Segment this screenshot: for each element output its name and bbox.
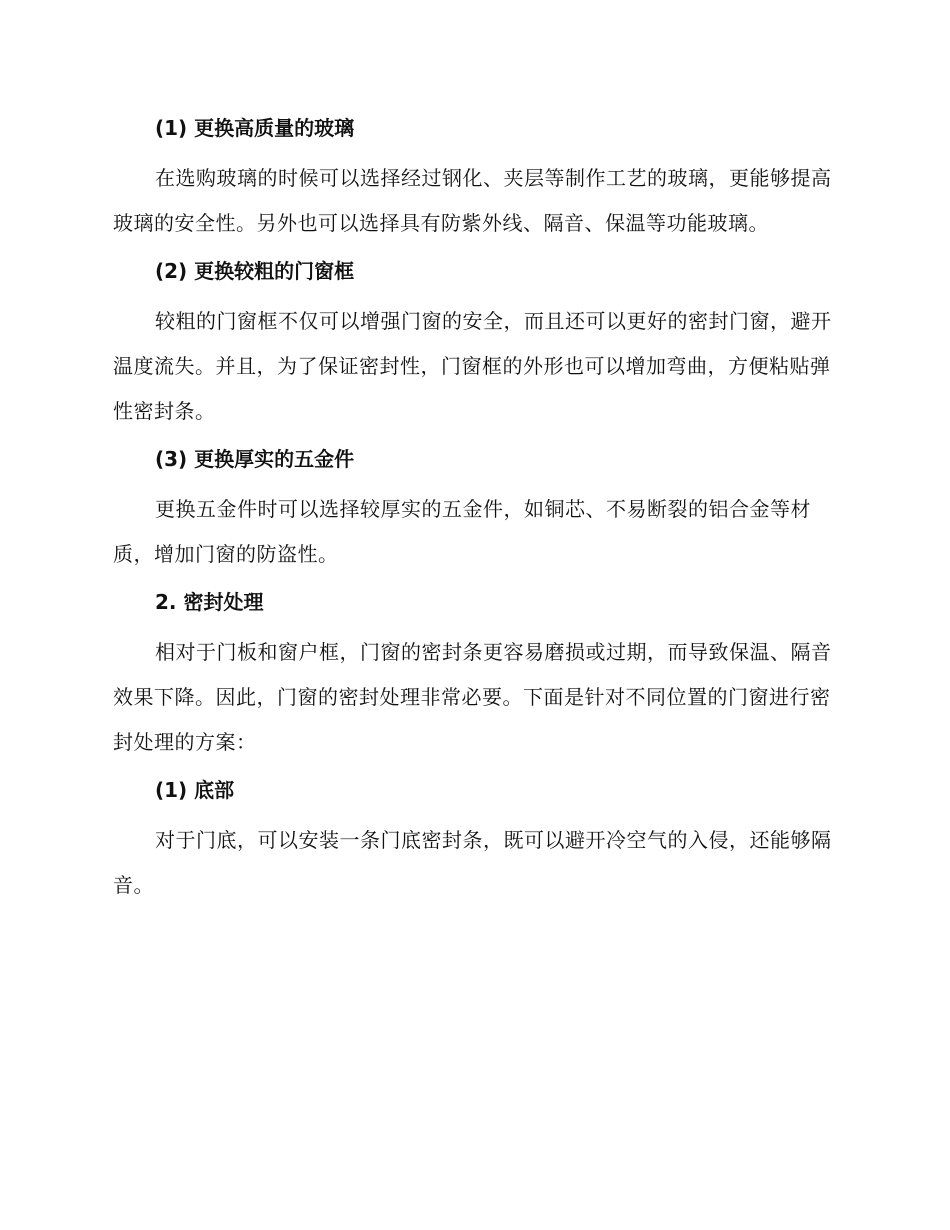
section-sealing [113,586,833,765]
section-paragraph: 相对于门板和窗户框，门窗的密封条更容易磨损或过期，而导致保温、隔音效果下降。因此，门窗的密封处理非常必要。下面是针对不同位置的门窗进行密封处理的方案： [113,640,832,754]
section-bottom [113,774,833,908]
section-heading: 2. 密封处理 [155,590,264,614]
section-paragraph: 对于门底，可以安装一条门底密封条，既可以避开冷空气的入侵，还能够隔音。 [113,828,832,897]
section-paragraph: 在选购玻璃的时候可以选择经过钢化、夹层等制作工艺的玻璃，更能够提高玻璃的安全性。另外也可以选择具有防紫外线、隔音、保温等功能玻璃。 [113,166,832,235]
section-heading: (1) 底部 [155,778,235,802]
section-heading: (3) 更换厚实的五金件 [155,447,355,471]
section-heading: (2) 更换较粗的门窗框 [155,259,355,283]
section-paragraph: 较粗的门窗框不仅可以增强门窗的安全，而且还可以更好的密封门窗，避开温度流失。并且，为了保证密封性，门窗框的外形也可以增加弯曲，方便粘贴弹性密封条。 [113,309,832,423]
section-replace-frame [113,255,833,434]
document-body [113,112,833,917]
section-paragraph: 更换五金件时可以选择较厚实的五金件，如铜芯、不易断裂的铝合金等材质，增加门窗的防盗性。 [113,497,811,566]
section-replace-hardware [113,443,833,577]
section-replace-glass [113,112,833,246]
section-heading: (1) 更换高质量的玻璃 [155,116,355,140]
